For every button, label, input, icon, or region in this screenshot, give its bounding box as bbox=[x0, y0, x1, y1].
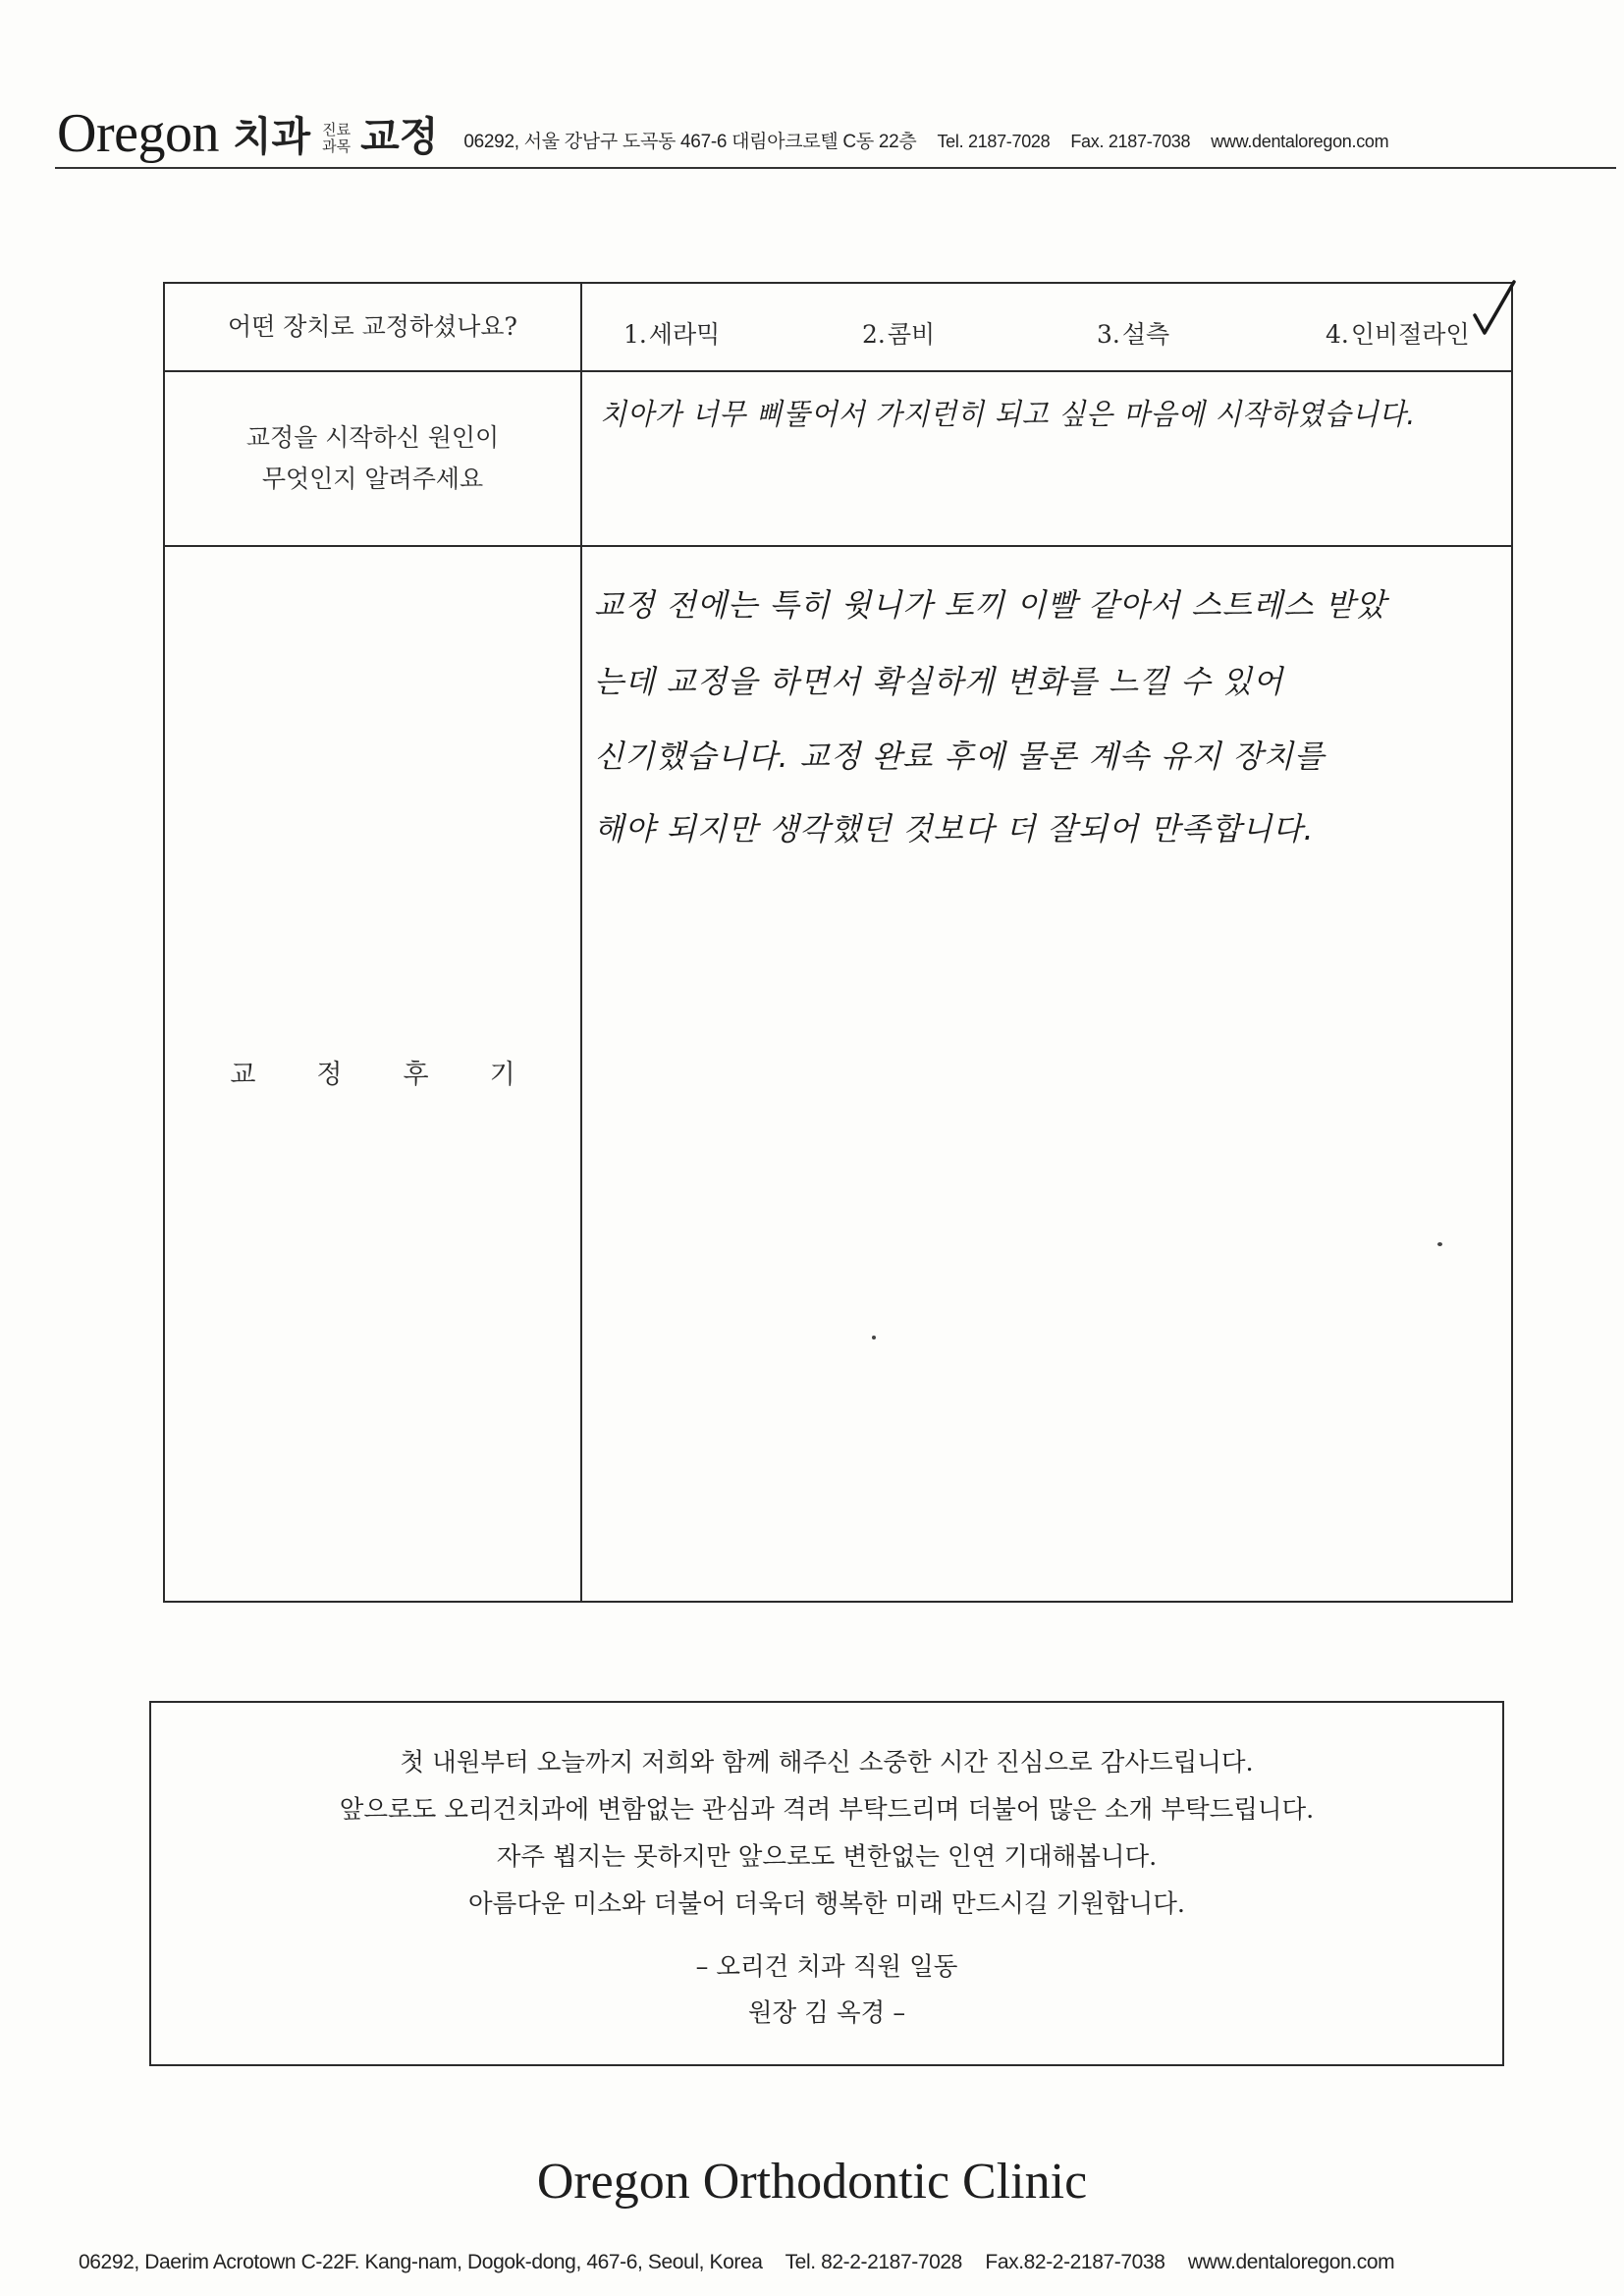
footer-address: 06292, Daerim Acrotown C-22F. Kang-nam, Dogok-dong, 467-6, Seoul, Korea bbox=[79, 2251, 763, 2273]
review-label-cell bbox=[165, 547, 582, 1603]
letterhead-fax: Fax. 2187-7038 bbox=[1070, 132, 1191, 151]
footer-fax: Fax.82-2-2187-7038 bbox=[985, 2251, 1165, 2273]
letterhead-tel: Tel. 2187-7028 bbox=[937, 132, 1051, 151]
letterhead-address: 06292, 서울 강남구 도곡동 467-6 대림아크로텔 C동 22층 bbox=[463, 132, 917, 152]
signature-director: 원장 김 옥경 – bbox=[747, 1998, 906, 2028]
clinic-subtitle bbox=[322, 122, 351, 155]
footer-contact bbox=[79, 2251, 1610, 2274]
footer-clinic-name: Oregon Orthodontic Clinic bbox=[536, 2154, 1088, 2210]
reason-answer-text: 치아가 너무 삐뚤어서 가지런히 되고 싶은 마음에 시작하였습니다. bbox=[600, 398, 1417, 432]
thank-you-line: 첫 내원부터 오늘까지 저희와 함께 해주신 소중한 시간 진심으로 감사드립니다. bbox=[400, 1748, 1254, 1777]
option-number: 3. bbox=[1097, 320, 1120, 349]
survey-form bbox=[163, 282, 1513, 1603]
option-label: 인비절라인 bbox=[1350, 320, 1470, 349]
clinic-name-en: Oregon bbox=[57, 103, 219, 164]
option-label: 콤비 bbox=[887, 320, 936, 349]
device-question-label: 어떤 장치로 교정하셨나요? bbox=[165, 284, 582, 370]
review-answer-line: 교정 전에는 특히 윗니가 토끼 이빨 같아서 스트레스 받았 bbox=[594, 586, 1386, 624]
option-label: 세라믹 bbox=[648, 320, 721, 349]
letterhead-website: www.dentaloregon.com bbox=[1211, 132, 1389, 151]
review-answer-line: 신기했습니다. 교정 완료 후에 물론 계속 유지 장치를 bbox=[594, 738, 1326, 775]
thank-you-line: 앞으로도 오리건치과에 변함없는 관심과 격려 부탁드리며 더불어 많은 소개 부탁드립니다. bbox=[339, 1795, 1315, 1825]
signature-block bbox=[151, 1944, 1502, 2037]
reason-label-line1: 교정을 시작하신 원인이 bbox=[245, 423, 500, 452]
signature-staff: – 오리건 치과 직원 일동 bbox=[695, 1952, 958, 1982]
option-ceramic[interactable] bbox=[623, 315, 720, 351]
reason-answer bbox=[582, 372, 1511, 545]
thank-you-line: 자주 뵙지는 못하지만 앞으로도 변한없는 인연 기대해봅니다. bbox=[496, 1842, 1158, 1872]
letterhead-divider bbox=[55, 167, 1616, 169]
device-options bbox=[582, 284, 1511, 370]
letterhead-contact bbox=[463, 127, 1404, 161]
checkmark-icon bbox=[1471, 278, 1520, 347]
option-number: 1. bbox=[623, 320, 647, 349]
review-label: 교정후기 bbox=[230, 1059, 576, 1090]
option-number: 4. bbox=[1326, 320, 1349, 349]
reason-label-line2: 무엇인지 알려주세요 bbox=[261, 465, 484, 493]
reason-question-label bbox=[165, 372, 582, 545]
device-question-row bbox=[165, 284, 1511, 372]
thank-you-message bbox=[149, 1701, 1504, 2066]
review-answer-line: 는데 교정을 하면서 확실하게 변화를 느낄 수 있어 bbox=[594, 663, 1284, 700]
review-row bbox=[165, 547, 1511, 1603]
letterhead bbox=[57, 96, 1618, 164]
clinic-subtitle-line2: 과목 bbox=[322, 137, 352, 155]
thank-you-line: 아름다운 미소와 더불어 더욱더 행복한 미래 만드시길 기원합니다. bbox=[468, 1889, 1185, 1919]
option-label: 설측 bbox=[1121, 320, 1170, 349]
reason-question-row bbox=[165, 372, 1511, 547]
option-number: 2. bbox=[862, 320, 886, 349]
thank-you-lines bbox=[151, 1739, 1502, 1928]
review-answer-line: 해야 되지만 생각했던 것보다 더 잘되어 만족합니다. bbox=[594, 810, 1315, 847]
clinic-subtitle-line1: 진료 bbox=[322, 121, 352, 138]
scan-speck bbox=[872, 1336, 876, 1339]
option-invisalign[interactable] bbox=[1326, 315, 1470, 351]
clinic-specialty: 교정 bbox=[360, 113, 439, 160]
footer-tel: Tel. 82-2-2187-7028 bbox=[785, 2251, 962, 2273]
clinic-name-ko: 치과 bbox=[232, 113, 311, 160]
review-answer bbox=[582, 547, 1511, 1603]
option-lingual[interactable] bbox=[1097, 315, 1169, 351]
option-combi[interactable] bbox=[862, 315, 935, 351]
scan-speck bbox=[1437, 1242, 1442, 1246]
footer-website: www.dentaloregon.com bbox=[1187, 2251, 1395, 2273]
